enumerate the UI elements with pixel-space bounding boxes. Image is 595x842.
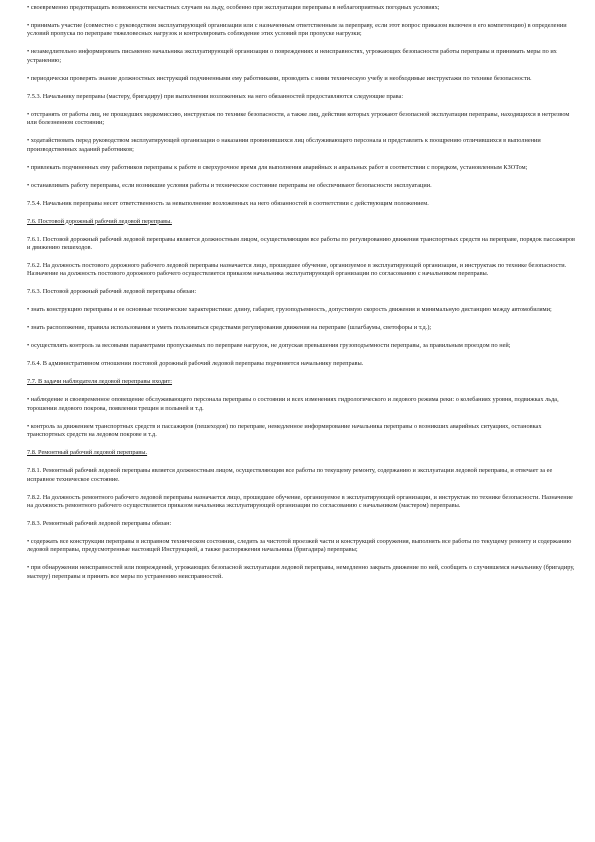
- numbered-paragraph: 7.8.1. Ремонтный рабочий ледовой переправы является должностным лицом, осуществляющим все работы по текущему ремонту, содержанию и эксплуатации ледовой переправы, и отвечает за ее исправное техническое состояние.: [27, 467, 553, 483]
- numbered-paragraph: 7.6.4. В административном отношении постовой дорожный рабочий ледовой переправы подчиняется начальнику переправы.: [27, 360, 364, 368]
- bullet-paragraph: • ходатайствовать перед руководством эксплуатирующей организации о наказании провинившихся лиц обслуживающего персонала и представлять к поощрению отличившихся в выполнении производственных заданий работников;: [27, 137, 541, 153]
- numbered-paragraph: 7.8.3. Ремонтный рабочий ледовой переправы обязан:: [27, 520, 172, 528]
- numbered-paragraph: 7.8.2. На должность ремонтного рабочего ледовой переправы назначается лицо, прошедшее обучение, организуемое в эксплуатирующей организации, и инструктаж по технике безопасности. Назначение на должность ремонтного рабочего осуществляется приказом начальника эксплуатирующей организации по согласованию с начальником (мастером) переправы.: [27, 493, 573, 510]
- section-heading: 7.8. Ремонтный рабочий ледовой переправы.: [27, 449, 148, 457]
- section-heading: 7.7. В задачи наблюдателя ледовой переправы входит:: [27, 378, 173, 386]
- bullet-paragraph: • осуществлять контроль за весовыми параметрами пропускаемых по переправе нагрузок, не допуская превышения грузоподъемности переправы, за правильным проездом по ней;: [27, 342, 511, 350]
- bullet-paragraph: • при обнаружении неисправностей или повреждений, угрожающих безопасной эксплуатации ледовой переправы, немедленно закрыть движение по ней, сообщить о случившемся начальнику (бригадиру, мастеру) переправы и принять все меры по устранению неисправностей.: [27, 564, 575, 580]
- bullet-paragraph: • останавливать работу переправы, если возникшие условия работы и техническое состояние переправы не обеспечивают безопасности эксплуатации.: [27, 181, 432, 189]
- bullet-paragraph: • наблюдение и своевременное оповещение обслуживающего персонала переправы о состоянии и всех изменениях гидрологического и ледового режима реки: о колебаниях уровня, подвижках льда, торошении ледового покрова, появлении трещин и полыней и т.д.: [27, 396, 559, 412]
- numbered-paragraph: 7.6.1. Постовой дорожный рабочий ледовой переправы является должностным лицом, осуществляющим все работы по регулированию движения транспортных средств на переправе, порядок пассажиров и движению пешеходов.: [27, 235, 576, 252]
- numbered-paragraph: 7.6.3. Постовой дорожный рабочий ледовой переправы обязан:: [27, 288, 197, 296]
- bullet-paragraph: • знать конструкцию переправы и ее основные технические характеристики: длину, габарит, грузоподъемность, допустимую скорость движения и минимальную дистанцию между автомобилями;: [27, 306, 552, 314]
- bullet-paragraph: • периодически проверять знание должностных инструкций подчиненными ему работниками, проводить с ними техническую учебу и необходимые инструктажи по технике безопасности.: [27, 74, 532, 82]
- bullet-paragraph: • незамедлительно информировать письменно начальника эксплуатирующей организации о повреждениях и неисправностях, угрожающих безопасности работы переправы и принимать меры по их устранению;: [27, 48, 557, 64]
- bullet-paragraph: • содержать все конструкции переправы в исправном техническом состоянии, следить за чистотой проезжей части и конструкций сооружения, выполнять все работы по текущему ремонту и содержанию ледовой переправы, предусмотренные настоящей Инструкцией, а также распоряжения начальника (бригадира) переправы;: [27, 538, 572, 554]
- section-heading: 7.6. Постовой дорожный рабочий ледовой переправы.: [27, 217, 172, 225]
- numbered-paragraph: 7.6.2. На должность постового дорожного рабочего ледовой переправы назначается лицо, прошедшее обучение, организуемое в эксплуатирующей организации, и инструктаж по технике безопасности. Назначение на должность постового дорожного рабочего осуществляется приказом начальника эксплуатирующей организации по согласованию с начальником переправы.: [27, 262, 567, 278]
- bullet-paragraph: • контроль за движением транспортных средств и пассажиров (пешеходов) по переправе, немедленное информирование начальника переправы о возникших аварийных ситуациях, остановках транспортных средств на ледовом покрове и т.д.: [27, 422, 542, 439]
- document-page: [27, 4, 575, 591]
- bullet-paragraph: • знать расположение, правила использования и уметь пользоваться средствами регулирования движения на переправе (шлагбаумы, светофоры и т.д.);: [27, 324, 432, 332]
- numbered-paragraph: 7.5.4. Начальник переправы несет ответственность за невыполнение возложенных на него обязанностей в соответствии с действующим положением.: [27, 199, 429, 207]
- bullet-paragraph: • принимать участие (совместно с руководством эксплуатирующей организации или с назначенным ответственным за переправу, если этот вопрос приказом включен в его компетенцию) в определении условий пропуска по переправе тяжеловесных нагрузок и контролировать соблюдение этих условий при пропуске нагрузки;: [27, 22, 567, 38]
- bullet-paragraph: • своевременно предотвращать возможности несчастных случаев на льду, особенно при эксплуатации переправы в неблагоприятных погодных условиях;: [27, 4, 440, 11]
- bullet-paragraph: • отстранять от работы лиц, не прошедших медкомиссию, инструктаж по технике безопасности, а также лиц, действия которых угрожают безопасной эксплуатации переправы, находящихся в нетрезвом или болезненном состоянии;: [27, 110, 570, 127]
- bullet-paragraph: • привлекать подчиненных ему работников переправы к работе в сверхурочное время для выполнения аварийных и авральных работ в соответствии с порядком, установленным КЗОТом;: [27, 163, 528, 171]
- numbered-paragraph: 7.5.3. Начальнику переправы (мастеру, бригадиру) при выполнении возложенных на него обязанностей предоставляются следующие права:: [27, 92, 404, 100]
